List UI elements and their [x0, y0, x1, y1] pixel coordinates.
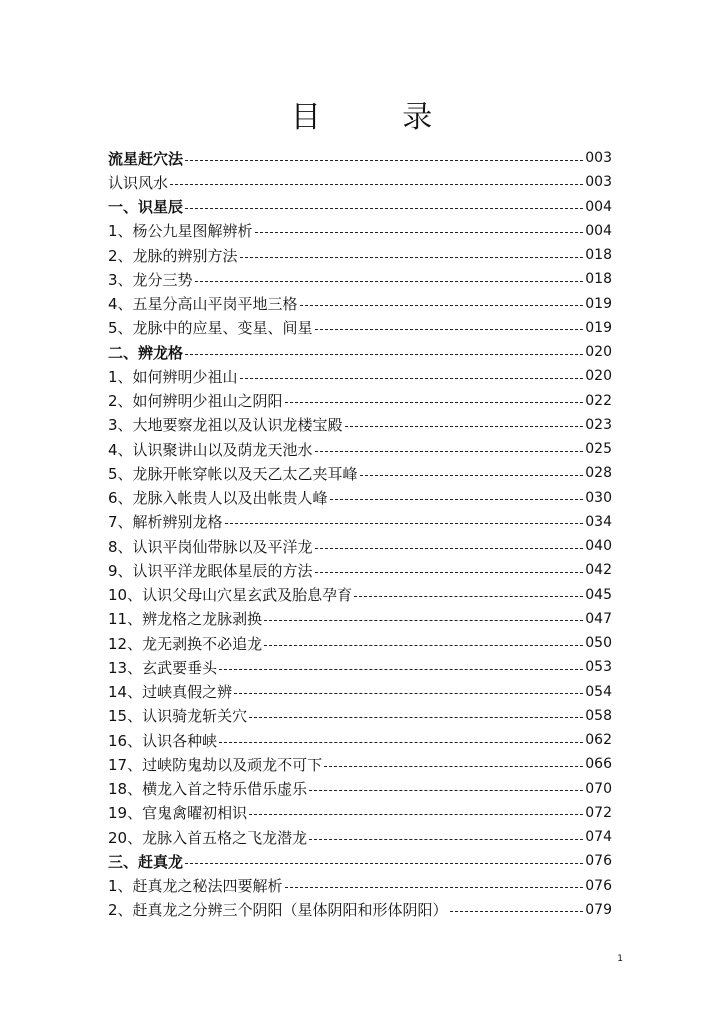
- toc-entry-label: 16、认识各种峡: [108, 731, 218, 750]
- toc-entry-page: 003: [585, 174, 612, 191]
- toc-entry-page: 018: [585, 271, 612, 288]
- toc-entry-label: 19、官鬼禽曜初相识: [108, 804, 248, 823]
- toc-entry-label: 4、认识聚讲山以及荫龙天池水: [108, 440, 313, 459]
- toc-entry-label: 14、过峡真假之辨: [108, 683, 233, 702]
- toc-leader: [195, 280, 584, 282]
- toc-entry-label: 4、五星分高山平岗平地三格: [108, 295, 298, 314]
- toc-entry-page: 004: [585, 198, 612, 215]
- toc-entry-label: 5、龙脉开帐穿帐以及天乙太乙夹耳峰: [108, 464, 358, 483]
- toc-entry-page: 054: [585, 683, 612, 700]
- toc-entry-page: 003: [585, 150, 612, 167]
- toc-leader: [345, 425, 584, 427]
- toc-entry: [108, 292, 612, 316]
- toc-entry-label: 1、赶真龙之秘法四要解析: [108, 877, 283, 896]
- toc-entry-label: 20、龙脉入首五格之飞龙潜龙: [108, 828, 308, 847]
- toc-leader: [249, 813, 583, 815]
- toc-leader: [240, 377, 584, 379]
- toc-entry-page: 025: [585, 441, 612, 458]
- toc-entry: [108, 364, 612, 388]
- toc-entry: [108, 728, 612, 752]
- toc-entry-page: 042: [585, 562, 612, 579]
- toc-leader: [315, 328, 584, 330]
- toc-leader: [309, 789, 583, 791]
- toc-entry-page: 019: [585, 295, 612, 312]
- toc-entry-label: 13、玄武要垂头: [108, 658, 218, 677]
- toc-leader: [255, 231, 584, 233]
- toc-leader: [315, 450, 584, 452]
- toc-entry: [108, 825, 612, 849]
- toc-entry: [108, 461, 612, 485]
- toc-entry-page: 040: [585, 538, 612, 555]
- toc-entry-page: 034: [585, 513, 612, 530]
- toc-entry: [108, 558, 612, 582]
- toc-entry-page: 022: [585, 392, 612, 409]
- toc-entry-label: 9、认识平洋龙眠体星辰的方法: [108, 561, 313, 580]
- toc-entry-page: 076: [585, 877, 612, 894]
- toc-entry-page: 019: [585, 319, 612, 336]
- toc-entry-label: 认识风水: [108, 173, 169, 192]
- toc-entry-label: 2、赶真龙之分辨三个阴阳（星体阴阳和形体阴阳）: [108, 901, 448, 920]
- toc-entry: [108, 267, 612, 291]
- toc-entry-label: 二、辨龙格: [108, 343, 184, 362]
- toc-leader: [264, 644, 583, 646]
- toc-entry: [108, 704, 612, 728]
- toc-entry-page: 023: [585, 416, 612, 433]
- toc-entry: [108, 898, 612, 922]
- toc-entry: [108, 389, 612, 413]
- toc-entry-label: 3、大地要察龙祖以及认识龙楼宝殿: [108, 416, 343, 435]
- toc-leader: [315, 571, 584, 573]
- toc-entry: [108, 170, 612, 194]
- toc-entry-label: 17、过峡防鬼劫以及顽龙不可下: [108, 755, 323, 774]
- toc-leader: [285, 401, 584, 403]
- toc-entry-label: 1、如何辨明少祖山: [108, 367, 238, 386]
- toc-entry-label: 18、横龙入首之特乐借乐虚乐: [108, 780, 308, 799]
- toc-leader: [225, 522, 584, 524]
- toc-entry: [108, 195, 612, 219]
- toc-leader: [219, 668, 583, 670]
- toc-entry-page: 070: [585, 780, 612, 797]
- toc-entry: [108, 874, 612, 898]
- toc-entry: [108, 801, 612, 825]
- toc-entry-page: 076: [585, 853, 612, 870]
- toc-entry-page: 028: [585, 465, 612, 482]
- toc-entry-page: 062: [585, 732, 612, 749]
- toc-leader: [234, 692, 583, 694]
- toc-entry: [108, 752, 612, 776]
- toc-entry: [108, 583, 612, 607]
- toc-entry: [108, 607, 612, 631]
- toc-leader: [185, 862, 583, 864]
- toc-entry: [108, 534, 612, 558]
- toc-entry-label: 15、认识骑龙斩关穴: [108, 707, 248, 726]
- toc-leader: [450, 910, 584, 912]
- toc-leader: [360, 474, 584, 476]
- toc-leader: [315, 547, 584, 549]
- toc-entry-page: 072: [585, 804, 612, 821]
- toc-entry-label: 流星赶穴法: [108, 149, 184, 168]
- toc-leader: [309, 838, 583, 840]
- toc-entry-page: 079: [585, 901, 612, 918]
- toc-entry-label: 三、赶真龙: [108, 852, 184, 871]
- toc-entry: [108, 316, 612, 340]
- toc-entry-page: 030: [585, 489, 612, 506]
- toc-leader: [185, 207, 583, 209]
- toc-leader: [170, 183, 583, 185]
- toc-entry-page: 074: [585, 829, 612, 846]
- toc-entry-page: 066: [585, 756, 612, 773]
- toc-entry-label: 2、如何辨明少祖山之阴阳: [108, 392, 283, 411]
- toc-entry-label: 8、认识平岗仙带脉以及平洋龙: [108, 537, 313, 556]
- toc-entry-page: 053: [585, 659, 612, 676]
- toc-entry-label: 一、识星辰: [108, 198, 184, 217]
- toc-entry: [108, 849, 612, 873]
- toc-entry: [108, 437, 612, 461]
- page-title: 目 录: [290, 100, 469, 135]
- toc-leader: [185, 353, 583, 355]
- table-of-contents: [108, 146, 612, 922]
- toc-entry-label: 3、龙分三势: [108, 270, 193, 289]
- toc-entry-page: 058: [585, 707, 612, 724]
- toc-entry-page: 020: [585, 344, 612, 361]
- toc-entry-label: 7、解析辨别龙格: [108, 513, 223, 532]
- toc-entry: [108, 655, 612, 679]
- toc-entry-label: 6、龙脉入帐贵人以及出帐贵人峰: [108, 489, 328, 508]
- toc-entry-label: 5、龙脉中的应星、变星、间星: [108, 319, 313, 338]
- toc-leader: [249, 716, 583, 718]
- toc-entry: [108, 486, 612, 510]
- toc-leader: [330, 498, 584, 500]
- toc-entry: [108, 510, 612, 534]
- toc-entry-label: 1、杨公九星图解辨析: [108, 222, 253, 241]
- toc-entry-label: 12、龙无剥换不必追龙: [108, 634, 263, 653]
- toc-leader: [300, 304, 584, 306]
- toc-leader: [185, 159, 583, 161]
- toc-entry-label: 11、辨龙格之龙脉剥换: [108, 610, 263, 629]
- toc-leader: [324, 765, 583, 767]
- toc-entry: [108, 680, 612, 704]
- toc-leader: [240, 256, 584, 258]
- toc-entry: [108, 340, 612, 364]
- toc-entry-label: 2、龙脉的辨别方法: [108, 246, 238, 265]
- toc-entry-page: 004: [585, 222, 612, 239]
- toc-entry-page: 047: [585, 610, 612, 627]
- toc-entry-page: 045: [585, 586, 612, 603]
- toc-leader: [219, 741, 583, 743]
- toc-entry-page: 018: [585, 247, 612, 264]
- toc-entry-page: 050: [585, 635, 612, 652]
- toc-leader: [264, 619, 583, 621]
- page-number: 1: [617, 954, 623, 964]
- toc-leader: [354, 595, 583, 597]
- toc-entry: [108, 243, 612, 267]
- toc-entry-label: 10、认识父母山穴星玄武及胎息孕育: [108, 586, 353, 605]
- toc-entry: [108, 413, 612, 437]
- toc-entry-page: 020: [585, 368, 612, 385]
- toc-entry: [108, 219, 612, 243]
- toc-entry: [108, 777, 612, 801]
- toc-entry: [108, 146, 612, 170]
- toc-entry: [108, 631, 612, 655]
- toc-leader: [285, 886, 584, 888]
